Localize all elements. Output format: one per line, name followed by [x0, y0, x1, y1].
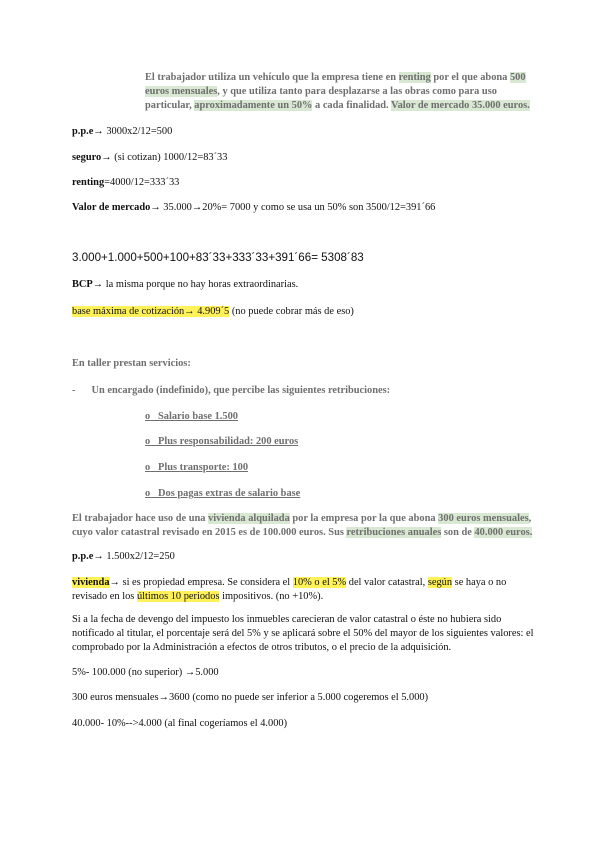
seguro-text: → (si cotizan) 1000/12=83´33	[101, 152, 228, 163]
list-bullet: o	[145, 462, 151, 473]
list-item	[145, 410, 238, 423]
list-bullet: o	[145, 411, 151, 422]
calc-line-1: 5%- 100.000 (no superior) →5.000	[72, 667, 219, 678]
dash-bullet: -	[72, 385, 76, 396]
list-bullet: o	[145, 436, 151, 447]
para-highlight: 300 euros mensuales	[438, 513, 529, 524]
valor-text: → 35.000→20%= 7000 y como se usa un 50% son 3500/12=391´66	[150, 202, 436, 213]
intro-text: El trabajador utiliza un vehículo que la empresa tiene en	[145, 72, 399, 83]
renting-label: renting	[72, 177, 105, 188]
para-text: cuyo valor catastral revisado en 2015 es de 100.000 euros. Sus	[72, 527, 347, 538]
intro-highlight: aproximadamente un 50%	[194, 100, 313, 111]
vivienda-text: revisado en los	[72, 591, 137, 602]
vivienda-line-2	[72, 590, 323, 603]
intro-line-3	[145, 99, 530, 112]
intro-highlight: euros mensuales	[145, 86, 218, 97]
base-line	[72, 305, 354, 318]
para-highlight: retribuciones anuales	[346, 527, 442, 538]
list-item-text: Plus responsabilidad: 200 euros	[158, 436, 299, 447]
intro-text: a cada finalidad.	[312, 100, 392, 111]
vivienda-highlight: según	[427, 577, 453, 588]
renting-line	[72, 176, 179, 189]
renting-text: =4000/12=333´33	[104, 177, 180, 188]
vivienda-para-line-1	[72, 512, 531, 525]
intro-highlight: renting	[398, 72, 431, 83]
vivienda-line-1	[72, 576, 506, 589]
taller-line: En taller prestan servicios:	[72, 358, 191, 369]
para-text: ,	[528, 513, 532, 524]
fecha-line-3: comprobado por la Administración a efectos de otros tributos, o el precio de la adquisición.	[72, 642, 452, 653]
sum-line: 3.000+1.000+500+100+83´33+333´33+391´66= 5308´83	[72, 251, 364, 264]
intro-line-1	[145, 71, 526, 84]
fecha-line-2: notificado al titular, el porcentaje será del 5% y se aplicará sobre el 50% del mayor de los siguientes valores: el	[72, 628, 534, 639]
list-item	[145, 461, 248, 474]
base-highlight: base máxima de cotización→ 4.909´5	[72, 306, 230, 317]
vivienda-text: se haya o no	[452, 577, 507, 588]
list-item-text: Plus transporte: 100	[158, 462, 249, 473]
vivienda-text: → si es propiedad empresa. Se considera el	[109, 577, 293, 588]
vivienda-text: del valor catastral,	[346, 577, 428, 588]
ppe2-text: → 1.500x2/12=250	[93, 551, 175, 562]
intro-highlight: Valor de mercado 35.000 euros.	[391, 100, 530, 111]
seguro-label: seguro	[72, 152, 102, 163]
vivienda-highlight: últimos 10 periodos	[136, 591, 220, 602]
calc-line-2: 300 euros mensuales→3600 (como no puede ser inferior a 5.000 cogeremos el 5.000)	[72, 692, 429, 703]
bcp-line	[72, 278, 298, 291]
encargado-text: Un encargado (indefinido), que percibe las siguientes retribuciones:	[91, 385, 391, 396]
calc-line-3: 40.000- 10%-->4.000 (al final cogeríamos el 4.000)	[72, 718, 288, 729]
list-bullet: o	[145, 488, 151, 499]
vivienda-para-line-2	[72, 526, 532, 539]
vivienda-text: impositivos. (no +10%).	[219, 591, 324, 602]
vivienda-highlight: 10% o el 5%	[292, 577, 347, 588]
list-item-text: Salario base 1.500	[158, 411, 238, 422]
bcp-text: → la misma porque no hay horas extraordinarias.	[92, 279, 299, 290]
encargado-line	[72, 384, 390, 397]
para-highlight: vivienda alquilada	[208, 513, 290, 524]
list-item	[145, 487, 300, 500]
valor-line	[72, 201, 435, 214]
ppe-text: → 3000x2/12=500	[93, 126, 173, 137]
para-highlight: 40.000 euros.	[474, 527, 533, 538]
ppe2-label: p.p.e	[72, 551, 94, 562]
list-item-text: Dos pagas extras de salario base	[158, 488, 301, 499]
para-text: El trabajador hace uso de una	[72, 513, 209, 524]
seguro-line	[72, 151, 227, 164]
base-text: (no puede cobrar más de eso)	[229, 306, 354, 317]
fecha-line-1: Si a la fecha de devengo del impuesto los inmuebles carecieran de valor catastral o éste no hubiera sido	[72, 614, 502, 625]
intro-text: , y que utiliza tanto para desplazarse a las obras como para uso	[217, 86, 497, 97]
bcp-label: BCP	[72, 279, 93, 290]
intro-text: particular,	[145, 100, 195, 111]
list-item	[145, 435, 298, 448]
ppe-line	[72, 125, 172, 138]
vivienda-label: vivienda	[72, 577, 110, 588]
intro-highlight: 500	[509, 72, 526, 83]
para-text: son de	[441, 527, 475, 538]
intro-line-2	[145, 85, 497, 98]
ppe2-line	[72, 550, 175, 563]
valor-label: Valor de mercado	[72, 202, 151, 213]
ppe-label: p.p.e	[72, 126, 94, 137]
para-text: por la empresa por la que abona	[289, 513, 439, 524]
intro-text: por el que abona	[430, 72, 510, 83]
